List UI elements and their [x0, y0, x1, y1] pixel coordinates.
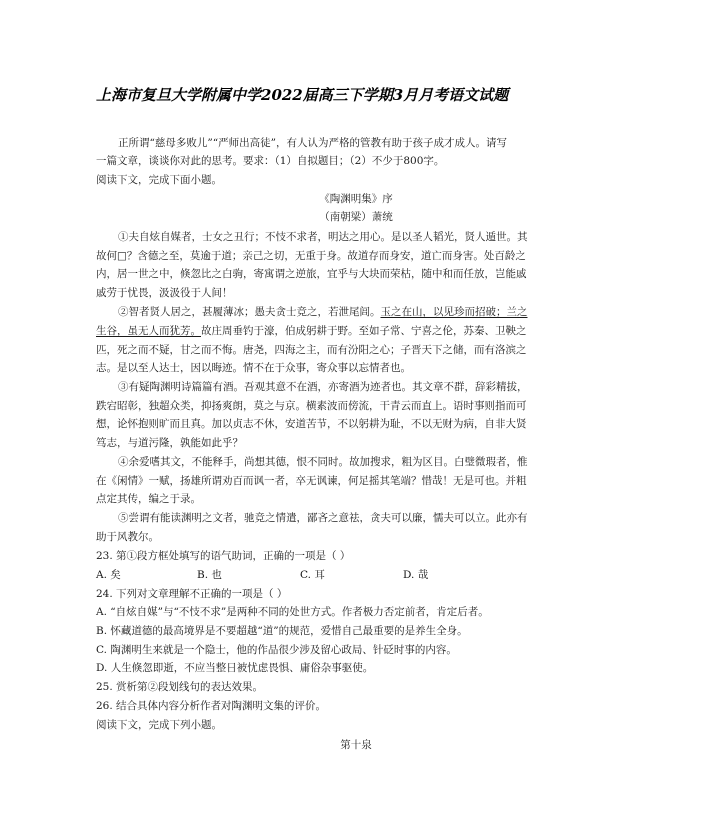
q23-option-d: D. 哉	[403, 569, 429, 581]
passage-line: 戚劳于忧畏，汲汲役于人间！	[96, 287, 233, 299]
passage-line: 内，居一世之中，倏忽比之白驹，寄寓谓之逆旅，宜乎与大块而荣枯，随中和而任放，岂能戚	[96, 268, 527, 280]
passage-line: ①夫自炫自媒者，士女之丑行；不忮不求者，明达之用心。是以圣人韬光，贤人遁世。其	[118, 231, 528, 243]
passage-line: 点定其传，编之于录。	[96, 493, 201, 505]
q24-option-a: A. “自炫自媒”与“不忮不求”是两种不同的处世方式。作者极力否定前者，肯定后者。	[96, 606, 489, 618]
passage-line: ④余爱嗜其文，不能释手，尚想其德，恨不同时。故加搜求，粗为区目。白璧微瑕者，惟	[118, 456, 528, 468]
passage-line: 跌宕昭彰，独超众类，抑扬爽朗，莫之与京。横素波而傍流，干青云而直上。语时事则指而可	[96, 400, 527, 412]
passage-author: （南朝梁）萧统	[319, 211, 393, 223]
passage-text: ②智者贤人居之，甚履薄冰；愚夫贪士竞之，若泄尾闾。	[118, 306, 381, 318]
essay-prompt-line: 一篇文章，谈谈你对此的思考。要求：（1）自拟题目；（2）不少于800字。	[96, 155, 445, 167]
document-title: 上海市复旦大学附属中学2022届高三下学期3月月考语文试题	[96, 86, 509, 104]
essay-prompt-line: 正所谓“慈母多败儿”“严师出高徒”，有人认为严格的管教有助于孩子成才成人。请写	[118, 137, 507, 149]
passage-line: 故何□？含德之至，莫逾于道；亲己之切，无重于身。故道存而身安，道亡而身害。处百龄之	[96, 250, 526, 262]
passage-heading: 《陶渊明集》序	[319, 193, 393, 205]
passage-line: 笃志，与道污隆，孰能如此乎？	[96, 437, 243, 449]
passage-text: 故庄周垂钓于濠，伯成躬耕于野。至如子常、宁喜之伦，苏秦、卫鞅之	[201, 325, 527, 337]
q24-option-d: D. 人生倏忽即逝，不应当整日被忧虑畏惧、庸俗杂事驱使。	[96, 662, 374, 674]
next-passage-heading: 第十泉	[340, 739, 372, 751]
q24-option-c: C. 陶渊明生来就是一个隐士，他的作品很少涉及留心政局、针砭时事的内容。	[96, 644, 457, 656]
passage-line: ③有疑陶渊明诗篇篇有酒。吾观其意不在酒，亦寄酒为迹者也。其文章不群，辞彩精拔，	[118, 381, 528, 393]
passage-line: 助于风教尔。	[96, 531, 159, 543]
passage-line	[118, 306, 638, 319]
reading-instruction: 阅读下文，完成下列小题。	[96, 719, 222, 731]
question-23-stem: 23. 第①段方框处填写的语气助词，正确的一项是（ ）	[96, 550, 351, 562]
question-26: 26. 结合具体内容分析作者对陶渊明文集的评价。	[96, 700, 327, 712]
q23-option-b: B. 也	[197, 569, 222, 581]
underlined-sentence: 生谷，虽无人而犹芳。	[96, 325, 201, 337]
reading-instruction: 阅读下文，完成下面小题。	[96, 174, 222, 186]
passage-line	[96, 325, 616, 338]
q23-option-c: C. 耳	[300, 569, 325, 581]
passage-line: 匹，死之而不疑，甘之而不悔。唐尧，四海之主，而有汾阳之心；子晋天下之储，而有洛滨之	[96, 344, 527, 356]
underlined-sentence: 玉之在山，以见珍而招破；兰之	[380, 306, 528, 318]
question-24-stem: 24. 下列对文章理解不正确的一项是（ ）	[96, 588, 288, 600]
passage-line: ⑤尝谓有能读渊明之文者，驰竞之情遣，鄙吝之意祛，贪夫可以廉，懦夫可以立。此亦有	[118, 512, 528, 524]
passage-line: 在《闲情》一赋，扬雄所谓劝百而讽一者，卒无讽谏，何足摇其笔端？惜哉！无是可也。并粗	[96, 475, 527, 487]
passage-line: 志。是以至人达士，因以晦迹。情不在于众事，寄众事以忘情者也。	[96, 362, 411, 374]
q24-option-b: B. 怀藏道德的最高境界是不要超越“道”的规范，爱惜自己最重要的是养生全身。	[96, 625, 468, 637]
passage-line: 想，论怀抱则旷而且真。加以贞志不休，安道苦节，不以躬耕为耻，不以无财为病，自非大贤	[96, 418, 527, 430]
question-25: 25. 赏析第②段划线句的表达效果。	[96, 681, 264, 693]
q23-option-a: A. 矣	[96, 569, 121, 581]
